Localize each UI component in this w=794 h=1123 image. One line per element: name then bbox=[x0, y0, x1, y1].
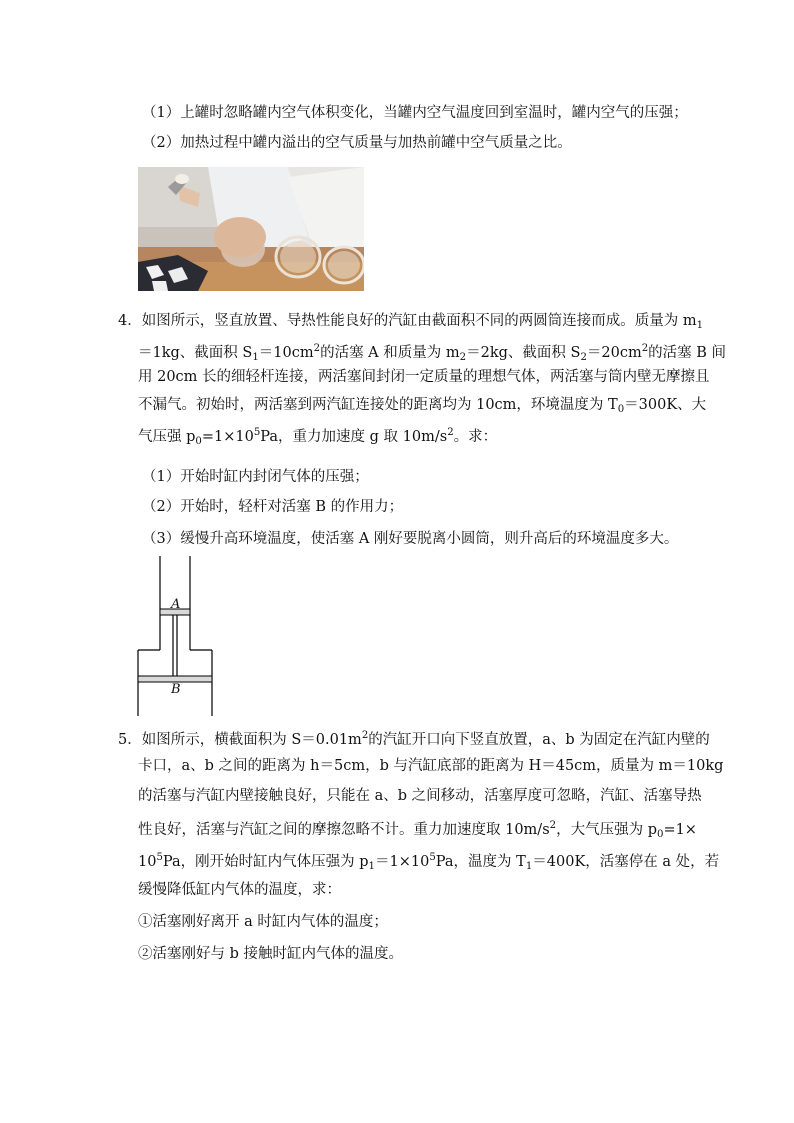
q4-line3: 用 20cm 长的细轻杆连接，两活塞间封闭一定质量的理想气体，两活塞与筒内壁无摩擦且 bbox=[138, 369, 710, 385]
q4-l5sup: 5 bbox=[253, 427, 261, 438]
q5-l5sup2: 5 bbox=[429, 852, 436, 863]
q4-l1a: 如图所示，竖直放置、导热性能良好的汽缸由截面积不同的两圆筒连接而成。质量为 m bbox=[141, 313, 697, 329]
q5-number: 5． bbox=[118, 732, 142, 748]
q5-sub1: ①活塞刚好离开 a 时缸内气体的温度； bbox=[138, 914, 388, 930]
q4-l2c: 的活塞 A 和质量为 m bbox=[320, 345, 460, 361]
q4-l2sup1: 2 bbox=[313, 343, 321, 354]
q5-line1 bbox=[118, 726, 710, 750]
q4-l5d: 。求： bbox=[453, 429, 498, 445]
q4-l2s3: 2 bbox=[580, 352, 587, 363]
q5-l4a: 性良好，活塞与汽缸之间的摩擦忽略不计。重力加速度取 10m/s bbox=[138, 822, 550, 838]
piston-a-label: A bbox=[171, 597, 181, 612]
q5-l4sub: 0 bbox=[656, 829, 664, 840]
q5-l5e: ＝400K，活塞停在 a 处，若 bbox=[532, 854, 720, 870]
q4-l5b: =1×10 bbox=[201, 429, 254, 445]
q4-l4sub: 0 bbox=[617, 404, 625, 415]
cupping-photo bbox=[138, 167, 364, 291]
piston-b-label: B bbox=[171, 682, 181, 697]
q5-l1a: 如图所示，横截面积为 S＝0.01m bbox=[141, 732, 362, 748]
q5-line3: 的活塞与汽缸内壁接触良好，只能在 a、b 之间移动，活塞厚度可忽略，汽缸、活塞导热 bbox=[138, 788, 702, 804]
q5-l5c: ＝1×10 bbox=[375, 854, 430, 870]
q5-l5sub: 1 bbox=[368, 861, 375, 872]
q5-line2: 卡口，a、b 之间的距离为 h＝5cm，b 与汽缸底部的距离为 H＝45cm，质量为 m＝10kg bbox=[138, 758, 724, 774]
q4-l5sup2: 2 bbox=[447, 427, 454, 438]
q4-line5 bbox=[138, 423, 497, 452]
q4-line4 bbox=[138, 395, 706, 420]
q4-l2d: ＝2kg、截面积 S bbox=[466, 345, 581, 361]
q4-l5a: 气压强 p bbox=[138, 429, 196, 445]
q3-sub2: （2）加热过程中罐内溢出的空气质量与加热前罐中空气质量之比。 bbox=[142, 135, 572, 151]
q5-l4sup: 2 bbox=[549, 820, 557, 831]
q5-line6: 缓慢降低缸内气体的温度，求： bbox=[138, 882, 341, 898]
q5-l1sup: 2 bbox=[361, 730, 369, 741]
q4-l2s2: 2 bbox=[459, 352, 467, 363]
q5-l5sup: 5 bbox=[156, 852, 163, 863]
q5-sub2: ②活塞刚好与 b 接触时缸内气体的温度。 bbox=[138, 946, 403, 962]
q4-line1 bbox=[118, 311, 703, 336]
q5-l1b: 的汽缸开口向下竖直放置，a、b 为固定在汽缸内壁的 bbox=[368, 732, 710, 748]
q4-l2f: 的活塞 B 间 bbox=[648, 345, 727, 361]
q5-l4b: ，大气压强为 p bbox=[556, 822, 657, 838]
q4-sub3: （3）缓慢升高环境温度，使活塞 A 刚好要脱离小圆筒，则升高后的环境温度多大。 bbox=[142, 531, 679, 547]
q4-l2b: ＝10cm bbox=[258, 345, 314, 361]
q4-l2a: ＝1kg、截面积 S bbox=[138, 345, 253, 361]
q4-l4: 不漏气。初始时，两活塞到两汽缸连接处的距离均为 10cm，环境温度为 T bbox=[138, 397, 618, 413]
q4-sub2: （2）开始时，轻杆对活塞 B 的作用力； bbox=[142, 499, 404, 515]
q3-sub1: （1）上罐时忽略罐内空气体积变化，当罐内空气温度回到室温时，罐内空气的压强； bbox=[142, 105, 688, 121]
q5-l5d: Pa，温度为 T bbox=[435, 854, 526, 870]
q4-l2s1: 1 bbox=[252, 352, 259, 363]
q4-l4b: ＝300K、大 bbox=[624, 397, 707, 413]
q5-l4c: =1× bbox=[663, 822, 697, 838]
q5-l5b: Pa，刚开始时缸内气体压强为 p bbox=[162, 854, 369, 870]
q5-l5sub2: 1 bbox=[525, 861, 533, 872]
q4-l5sub: 0 bbox=[195, 436, 202, 447]
q5-l5a: 10 bbox=[138, 854, 157, 870]
q5-line4 bbox=[138, 816, 697, 845]
q4-number: 4． bbox=[118, 313, 142, 329]
q4-l5c: Pa，重力加速度 g 取 10m/s bbox=[260, 429, 448, 445]
q4-l2sup2: 2 bbox=[641, 343, 649, 354]
q4-line2 bbox=[138, 339, 726, 368]
q4-l2e: ＝20cm bbox=[586, 345, 642, 361]
q4-sub1: （1）开始时缸内封闭气体的压强； bbox=[142, 469, 369, 485]
q4-l1sub: 1 bbox=[696, 320, 704, 331]
q5-line5 bbox=[138, 848, 719, 877]
